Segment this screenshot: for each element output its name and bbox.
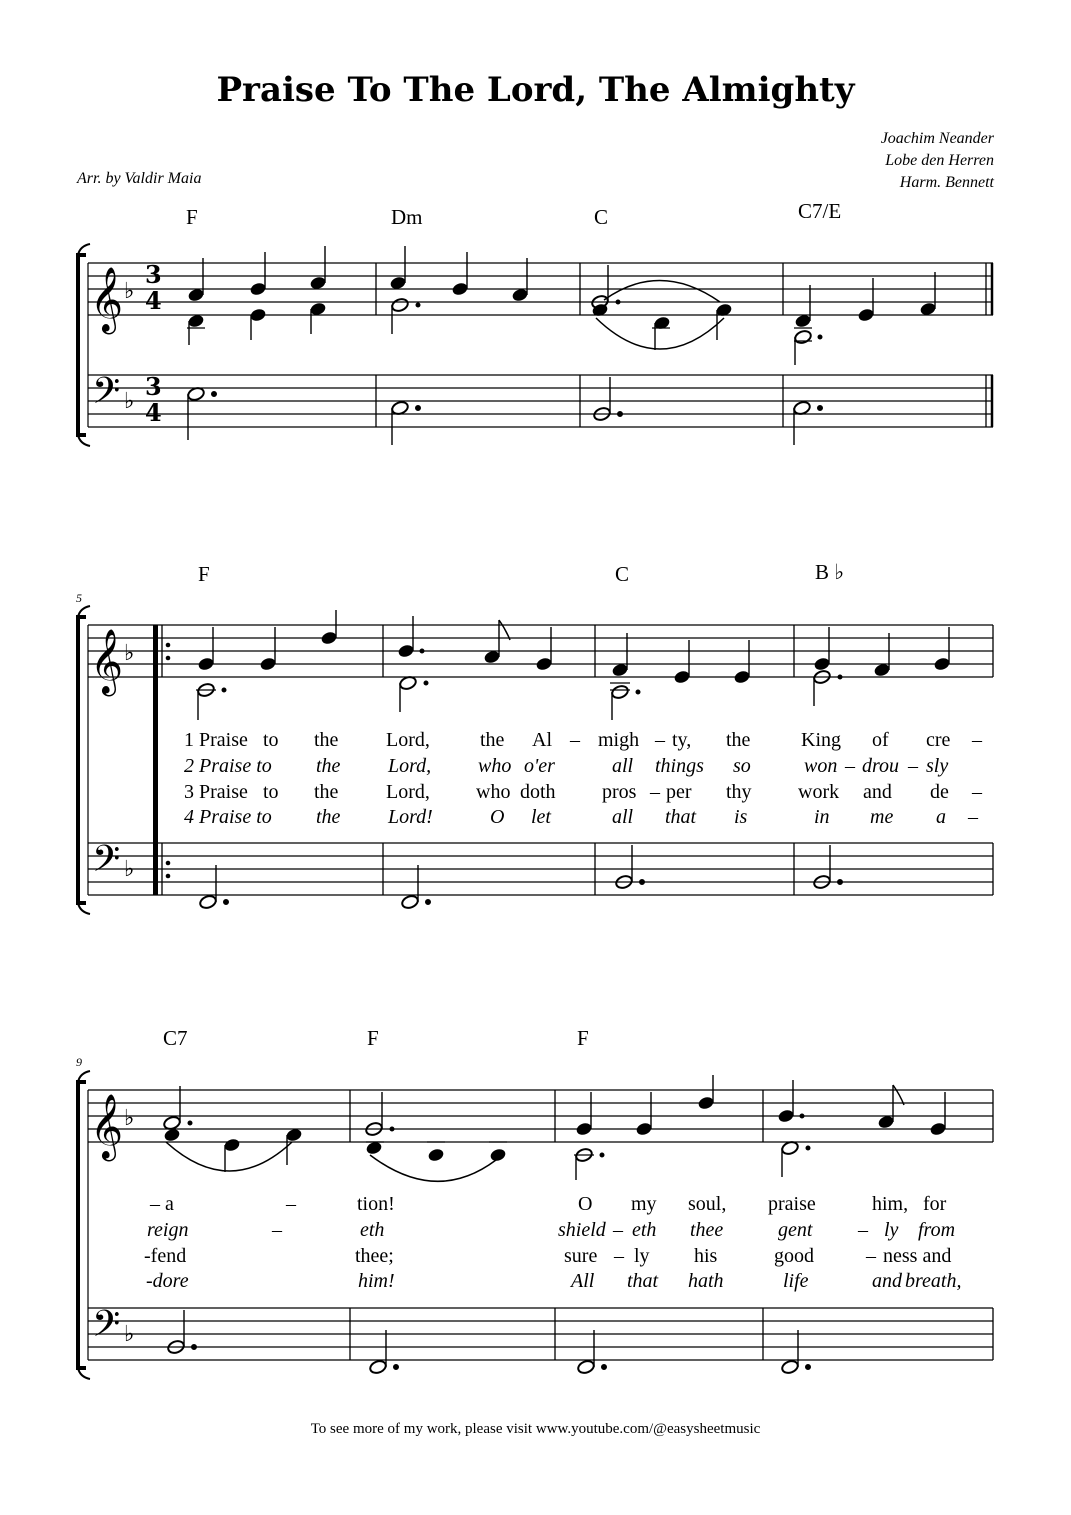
svg-text:to: to bbox=[263, 781, 279, 803]
svg-text:3: 3 bbox=[145, 372, 162, 401]
svg-text:who: who bbox=[476, 781, 511, 803]
svg-text:Lord,: Lord, bbox=[386, 781, 430, 803]
treble-clef: 𝄞 bbox=[90, 267, 124, 332]
svg-text:him!: him! bbox=[358, 1270, 395, 1292]
svg-text:Lord,: Lord, bbox=[388, 755, 432, 777]
svg-text:to: to bbox=[263, 729, 279, 751]
svg-text:his: his bbox=[694, 1245, 718, 1267]
flat-icon: ♭ bbox=[124, 1106, 135, 1131]
svg-text:O: O bbox=[490, 806, 505, 828]
lyrics-verse-3 bbox=[184, 781, 983, 803]
svg-text:ness and: ness and bbox=[883, 1245, 952, 1267]
system-3 bbox=[76, 1026, 993, 1379]
svg-text:a: a bbox=[165, 1193, 174, 1215]
treble-staff bbox=[88, 1090, 993, 1142]
chord-symbol: F bbox=[198, 562, 210, 586]
lyrics-verse-2 bbox=[184, 755, 948, 777]
svg-text:O: O bbox=[578, 1193, 593, 1215]
system-bracket bbox=[78, 255, 86, 435]
measure-number: 5 bbox=[76, 591, 82, 605]
bass-notes bbox=[167, 1310, 810, 1375]
svg-text:thy: thy bbox=[726, 781, 752, 803]
chord-symbol: C bbox=[615, 562, 630, 586]
svg-text:is: is bbox=[734, 806, 748, 828]
bass-notes bbox=[199, 845, 842, 910]
lyrics-verse-3 bbox=[144, 1245, 951, 1267]
measure-number: 9 bbox=[76, 1055, 82, 1069]
svg-text:Al: Al bbox=[532, 729, 552, 751]
flat-icon: ♭ bbox=[124, 641, 135, 666]
svg-text:o'er: o'er bbox=[524, 755, 555, 777]
svg-text:the: the bbox=[316, 806, 341, 828]
svg-text:All: All bbox=[571, 1270, 595, 1292]
bass-clef: 𝄢 bbox=[92, 838, 121, 889]
svg-text:for: for bbox=[923, 1193, 947, 1215]
svg-text:–: – bbox=[968, 806, 978, 828]
bass-staff bbox=[88, 1308, 993, 1360]
svg-text:3: 3 bbox=[145, 260, 162, 289]
svg-text:hath: hath bbox=[688, 1270, 724, 1292]
svg-text:per: per bbox=[666, 781, 692, 803]
score-title: Praise To The Lord, The Almighty bbox=[216, 70, 855, 110]
svg-text:from: from bbox=[918, 1219, 956, 1241]
flat-icon: ♭ bbox=[124, 279, 135, 304]
svg-text:me: me bbox=[870, 806, 894, 828]
svg-text:won: won bbox=[804, 755, 838, 777]
system-bracket bbox=[78, 1082, 86, 1368]
svg-text:4 Praise to: 4 Praise to bbox=[184, 806, 272, 828]
bass-clef: 𝄢 bbox=[92, 1303, 121, 1354]
system-2 bbox=[76, 560, 993, 914]
svg-text:all: all bbox=[612, 755, 634, 777]
svg-text:–: – bbox=[570, 729, 580, 751]
svg-text:-fend: -fend bbox=[144, 1245, 187, 1267]
svg-text:good: good bbox=[774, 1245, 814, 1267]
svg-text:the: the bbox=[726, 729, 751, 751]
svg-text:eth: eth bbox=[360, 1219, 385, 1241]
svg-text:all: all bbox=[612, 806, 634, 828]
svg-text:-dore: -dore bbox=[146, 1270, 189, 1292]
bass-staff bbox=[88, 843, 993, 895]
flat-icon: ♭ bbox=[124, 1322, 135, 1347]
svg-text:–: – bbox=[972, 781, 982, 803]
flat-icon: ♭ bbox=[124, 389, 135, 414]
svg-text:sure: sure bbox=[564, 1245, 598, 1267]
flat-icon: ♭ bbox=[124, 857, 135, 882]
treble-notes bbox=[196, 610, 950, 720]
svg-text:ly: ly bbox=[884, 1219, 899, 1241]
system-1 bbox=[78, 199, 993, 446]
svg-text:–: – bbox=[650, 781, 660, 803]
svg-text:–: – bbox=[613, 1219, 623, 1241]
svg-text:1 Praise: 1 Praise bbox=[184, 729, 248, 751]
tune-credit: Lobe den Herren bbox=[885, 152, 994, 169]
svg-text:–: – bbox=[866, 1245, 876, 1267]
repeat-start-barline bbox=[153, 625, 170, 895]
lyrics-verse-4 bbox=[146, 1270, 961, 1292]
svg-text:in: in bbox=[814, 806, 830, 828]
svg-text:–: – bbox=[272, 1219, 282, 1241]
svg-text:let: let bbox=[531, 806, 551, 828]
svg-text:that: that bbox=[627, 1270, 659, 1292]
svg-text:gent: gent bbox=[778, 1219, 813, 1241]
svg-text:–: – bbox=[655, 729, 665, 751]
svg-text:him,: him, bbox=[872, 1193, 909, 1215]
chord-symbol: C bbox=[594, 205, 609, 229]
svg-text:4: 4 bbox=[145, 286, 162, 315]
time-signature bbox=[145, 260, 162, 427]
svg-text:pros: pros bbox=[602, 781, 637, 803]
svg-text:doth: doth bbox=[520, 781, 556, 803]
treble-notes bbox=[187, 246, 936, 365]
svg-text:soul,: soul, bbox=[688, 1193, 727, 1215]
lyrics-verse-4 bbox=[184, 806, 979, 828]
composer-credit: Joachim Neander bbox=[880, 130, 994, 147]
bass-clef: 𝄢 bbox=[92, 370, 121, 421]
svg-text:drou: drou bbox=[862, 755, 900, 777]
svg-text:Lord,: Lord, bbox=[386, 729, 430, 751]
footer-note: To see more of my work, please visit www.youtube.com/@easysheetmusic bbox=[310, 1421, 761, 1437]
svg-text:the: the bbox=[314, 781, 339, 803]
svg-text:my: my bbox=[631, 1193, 657, 1215]
svg-text:–: – bbox=[972, 729, 982, 751]
svg-text:and: and bbox=[872, 1270, 902, 1292]
treble-clef: 𝄞 bbox=[90, 629, 124, 694]
svg-text:the: the bbox=[480, 729, 505, 751]
svg-text:life: life bbox=[783, 1270, 809, 1292]
bass-notes bbox=[187, 377, 822, 445]
treble-clef: 𝄞 bbox=[90, 1094, 124, 1159]
svg-text:work: work bbox=[798, 781, 840, 803]
svg-text:de: de bbox=[930, 781, 949, 803]
svg-text:tion!: tion! bbox=[357, 1193, 395, 1215]
svg-text:eth: eth bbox=[632, 1219, 657, 1241]
treble-staff bbox=[88, 263, 993, 315]
harmonization-credit: Harm. Bennett bbox=[899, 174, 994, 191]
svg-text:–: – bbox=[858, 1219, 868, 1241]
svg-text:and: and bbox=[863, 781, 892, 803]
arranger-credit: Arr. by Valdir Maia bbox=[77, 170, 202, 187]
chord-symbol: F bbox=[367, 1026, 379, 1050]
bass-staff bbox=[88, 375, 993, 427]
chord-symbol: F bbox=[186, 205, 198, 229]
svg-text:cre: cre bbox=[926, 729, 951, 751]
svg-text:4: 4 bbox=[145, 398, 162, 427]
chord-symbol: C7/E bbox=[798, 199, 842, 223]
chord-symbol: B ♭ bbox=[815, 560, 845, 584]
svg-text:ly: ly bbox=[634, 1245, 650, 1267]
svg-text:2 Praise to: 2 Praise to bbox=[184, 755, 272, 777]
svg-text:–: – bbox=[845, 755, 855, 777]
chord-symbol: F bbox=[577, 1026, 589, 1050]
svg-text:shield: shield bbox=[558, 1219, 606, 1241]
svg-text:who: who bbox=[478, 755, 512, 777]
svg-text:things: things bbox=[655, 755, 704, 777]
system-bracket bbox=[78, 617, 86, 903]
svg-text:sly: sly bbox=[926, 755, 949, 777]
svg-text:ty,: ty, bbox=[672, 729, 692, 751]
svg-text:of: of bbox=[872, 729, 889, 751]
lyrics-verse-1 bbox=[149, 1193, 947, 1215]
chord-symbol: Dm bbox=[391, 205, 423, 229]
svg-text:–: – bbox=[150, 1193, 160, 1215]
lyrics-verse-1 bbox=[184, 729, 983, 751]
svg-text:thee: thee bbox=[690, 1219, 724, 1241]
svg-text:that: that bbox=[665, 806, 697, 828]
svg-text:Lord!: Lord! bbox=[388, 806, 433, 828]
svg-text:thee;: thee; bbox=[355, 1245, 394, 1267]
lyrics-verse-2 bbox=[147, 1219, 955, 1241]
svg-text:so: so bbox=[733, 755, 751, 777]
svg-text:praise: praise bbox=[768, 1193, 816, 1215]
svg-text:breath,: breath, bbox=[905, 1270, 962, 1292]
svg-text:–: – bbox=[614, 1245, 624, 1267]
svg-text:the: the bbox=[314, 729, 339, 751]
svg-text:–: – bbox=[286, 1193, 296, 1215]
svg-text:3 Praise: 3 Praise bbox=[184, 781, 248, 803]
chord-symbol: C7 bbox=[163, 1026, 188, 1050]
svg-text:reign: reign bbox=[147, 1219, 189, 1241]
svg-text:King: King bbox=[801, 729, 841, 751]
svg-text:–: – bbox=[908, 755, 918, 777]
svg-text:a: a bbox=[936, 806, 946, 828]
svg-text:migh: migh bbox=[598, 729, 640, 751]
svg-text:the: the bbox=[316, 755, 341, 777]
